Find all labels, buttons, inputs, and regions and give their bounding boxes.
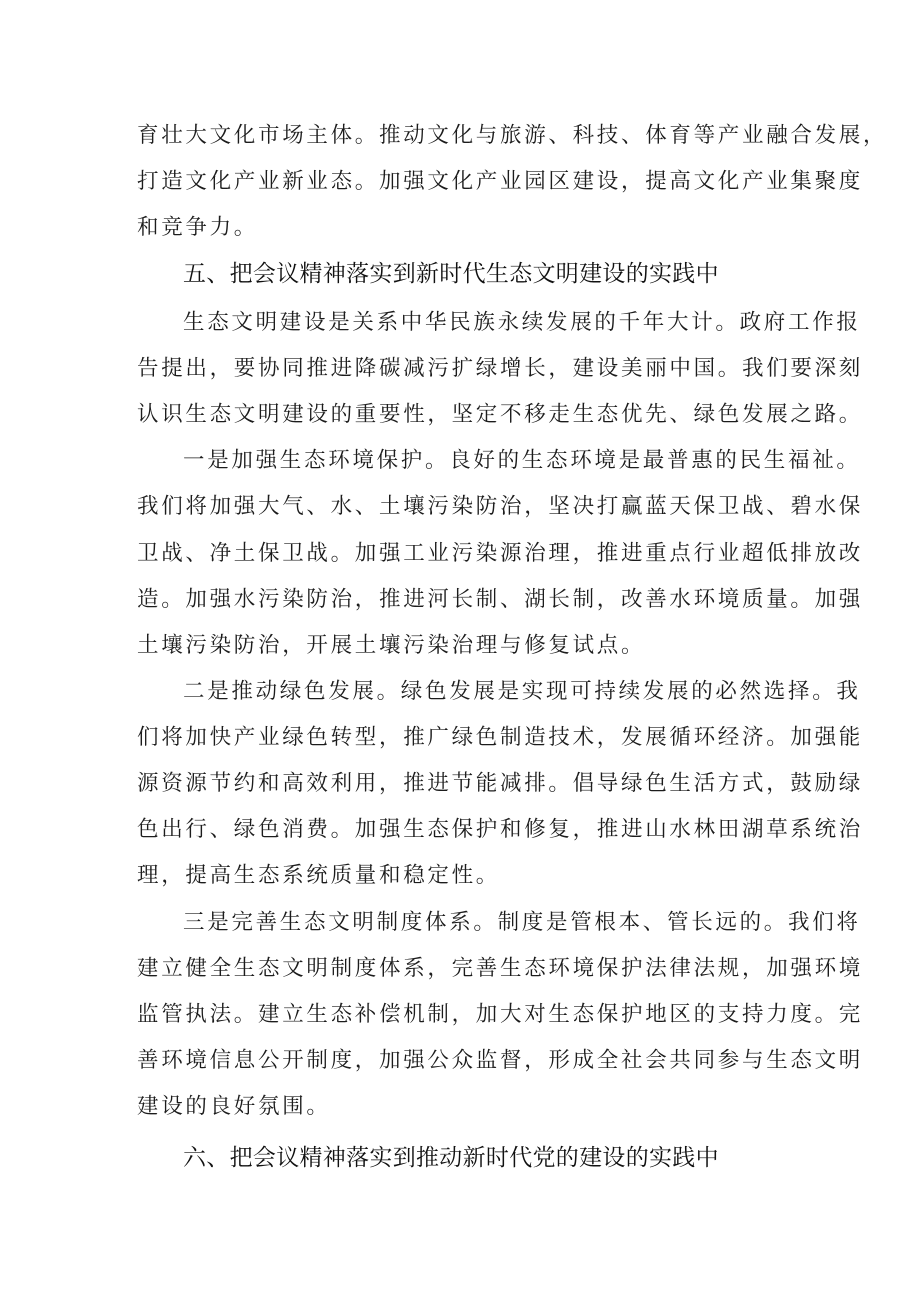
- paragraph-line: 我们将加强大气、水、土壤污染防治，坚决打赢蓝天保卫战、碧水保: [137, 494, 864, 519]
- paragraph-line: 建立健全生态文明制度体系，完善生态环境保护法律法规，加强环境: [137, 956, 864, 981]
- paragraph-line: 二是推动绿色发展。绿色发展是实现可持续发展的必然选择。我: [183, 679, 861, 704]
- paragraph-line: 卫战、净土保卫战。加强工业污染源治理，推进重点行业超低排放改: [137, 541, 864, 566]
- paragraph-line: 打造文化产业新业态。加强文化产业园区建设，提高文化产业集聚度: [137, 169, 864, 194]
- paragraph-line: 们将加快产业绿色转型，推广绿色制造技术，发展循环经济。加强能: [137, 725, 864, 750]
- paragraph-line: 理，提高生态系统质量和稳定性。: [137, 863, 501, 888]
- paragraph-line: 色出行、绿色消费。加强生态保护和修复，推进山水林田湖草系统治: [137, 817, 864, 842]
- section-heading: 六、把会议精神落实到推动新时代党的建设的实践中: [183, 1145, 719, 1171]
- paragraph-line: 监管执法。建立生态补偿机制，加大对生态保护地区的支持力度。完: [137, 1002, 864, 1027]
- section-heading: 五、把会议精神落实到新时代生态文明建设的实践中: [183, 261, 719, 287]
- paragraph-line: 告提出，要协同推进降碳减污扩绿增长，建设美丽中国。我们要深刻: [137, 356, 864, 381]
- paragraph-line: 土壤污染防治，开展土壤污染治理与修复试点。: [137, 633, 646, 658]
- paragraph-line: 造。加强水污染防治，推进河长制、湖长制，改善水环境质量。加强: [137, 587, 864, 612]
- paragraph-line: 和竞争力。: [137, 215, 259, 240]
- paragraph-line: 一是加强生态环境保护。良好的生态环境是最普惠的民生福祉。: [183, 448, 861, 473]
- paragraph-line: 建设的良好氛围。: [137, 1094, 331, 1119]
- paragraph-line: 认识生态文明建设的重要性，坚定不移走生态优先、绿色发展之路。: [137, 402, 864, 427]
- paragraph-line: 育壮大文化市场主体。推动文化与旅游、科技、体育等产业融合发展，: [137, 123, 888, 148]
- paragraph-line: 三是完善生态文明制度体系。制度是管根本、管长远的。我们将: [183, 910, 861, 935]
- paragraph-line: 生态文明建设是关系中华民族永续发展的千年大计。政府工作报: [183, 310, 861, 335]
- paragraph-line: 善环境信息公开制度，加强公众监督，形成全社会共同参与生态文明: [137, 1048, 864, 1073]
- paragraph-line: 源资源节约和高效利用，推进节能减排。倡导绿色生活方式，鼓励绿: [137, 771, 864, 796]
